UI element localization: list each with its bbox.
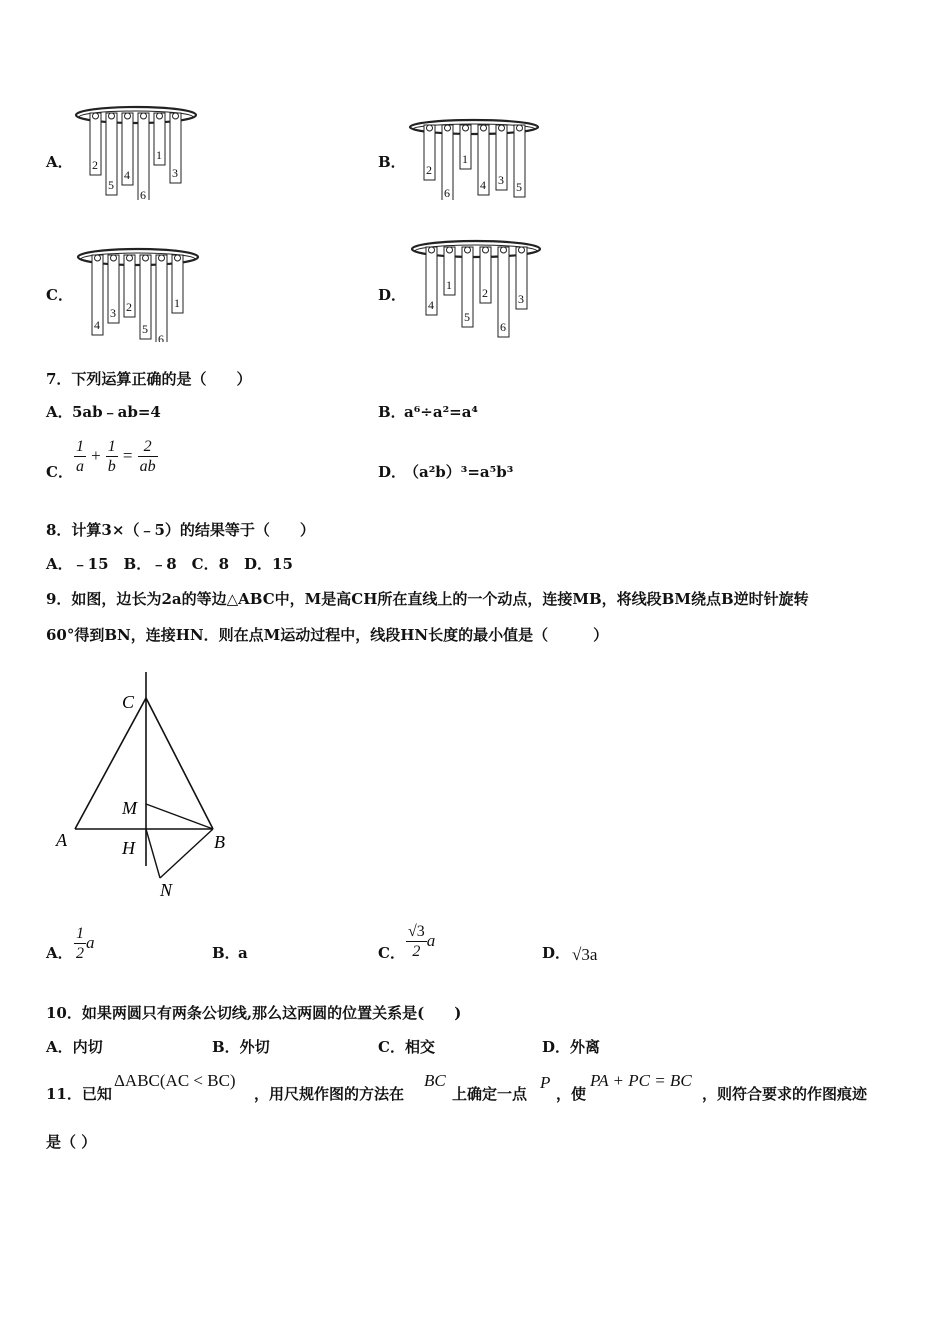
q6-option-b-label: B．	[378, 153, 406, 171]
bracelet-tag	[154, 113, 165, 165]
bracelet-figure-b	[404, 115, 544, 200]
q9-option-b-value: a	[238, 944, 248, 962]
bracelet-tag-number: 4	[480, 178, 486, 192]
bracelet-tag-number: 3	[172, 166, 178, 180]
q7-option-b-label: B．	[378, 403, 406, 421]
q10-option-c: C．相交	[378, 1038, 435, 1056]
segment-hn	[146, 829, 160, 878]
q9-c-var: a	[426, 931, 436, 951]
q9-a-var: a	[86, 933, 95, 953]
bracelet-tag	[124, 255, 135, 317]
bracelet-tag	[426, 247, 437, 315]
bracelet-tag-number: 1	[462, 152, 468, 166]
q7-option-a-label: A．	[46, 403, 73, 421]
q9-triangle-figure	[50, 668, 240, 904]
q6-option-c-label: C．	[46, 286, 73, 304]
q10-stem: 10．如果两圆只有两条公切线,那么这两圆的位置关系是( )	[46, 1004, 462, 1022]
q7-c-f3-num: 2	[138, 437, 158, 457]
bracelet-tag-number: 1	[446, 278, 452, 292]
q7-c-f2-den: b	[107, 458, 116, 476]
bracelet-tag	[122, 113, 133, 185]
label-m: M	[122, 798, 137, 818]
q7-option-c-label: C．	[46, 463, 73, 481]
q9-option-d-label: D．	[542, 944, 571, 962]
bracelet-tag-number: 4	[124, 168, 130, 182]
bracelet-tag	[442, 125, 453, 200]
bracelet-tag	[138, 113, 149, 200]
q7-option-d-text: （a²b）³=a⁵b³	[404, 463, 514, 481]
q9-option-b-label: B．	[212, 944, 240, 962]
bracelet-figure-d	[406, 234, 546, 339]
bracelet-tag-number: 1	[156, 148, 162, 162]
q9-c-num: √3	[406, 922, 427, 942]
q7-c-equals: =	[122, 446, 133, 466]
q9-stem-line1: 9．如图，边长为2a的等边△ABC中，M是高CH所在直线上的一个动点，连接MB，将线段BM绕点B逆时针旋转	[46, 590, 809, 608]
q9-a-den: 2	[76, 945, 84, 963]
bracelet-tag-number: 2	[126, 300, 132, 314]
bracelet-tag-number: 6	[500, 320, 506, 334]
bracelet-figure-a	[72, 100, 202, 200]
q11-part5: ，则符合要求的作图痕迹	[702, 1085, 868, 1103]
bracelet-tag	[498, 247, 509, 337]
bracelet-tag	[156, 255, 167, 342]
q6-option-a-label: A．	[46, 153, 73, 171]
bracelet-tag-number: 2	[426, 163, 432, 177]
q7-c-plus: +	[91, 446, 101, 466]
bracelet-tag-number: 3	[518, 292, 524, 306]
bracelet-tag	[92, 255, 103, 335]
bracelet-tag-number: 4	[428, 298, 434, 312]
bracelet-tag-number: 5	[108, 178, 114, 192]
q7-option-d-label: D．	[378, 463, 407, 481]
label-a: A	[56, 830, 67, 850]
bracelet-tag	[460, 125, 471, 169]
bracelet-tag-number: 2	[92, 158, 98, 172]
q9-option-a-label: A．	[46, 944, 73, 962]
q11-part2: ，用尺规作图的方法在	[254, 1085, 405, 1103]
bracelet-tag-number: 6	[444, 186, 450, 200]
q9-a-num: 1	[74, 924, 86, 944]
q7-option-a-text: 5ab﹣ab=4	[72, 403, 161, 421]
bracelet-tag-number: 3	[110, 306, 116, 320]
q11-math-p: P	[540, 1073, 551, 1092]
bracelet-tag-number: 1	[174, 296, 180, 310]
q7-c-f2-num: 1	[106, 437, 118, 457]
bracelet-tag	[444, 247, 455, 295]
bracelet-tag-number: 5	[516, 180, 522, 194]
bracelet-figure-c	[74, 242, 204, 342]
q8-stem: 8．计算3×（﹣5）的结果等于（ ）	[46, 521, 315, 539]
q9-option-a-value	[74, 924, 95, 963]
bracelet-tag-number: 4	[94, 318, 100, 332]
label-h: H	[122, 838, 135, 858]
q11-math-triangle: ΔABC(AC < BC)	[114, 1071, 236, 1090]
label-c: C	[122, 692, 135, 712]
bracelet-tag	[140, 255, 151, 339]
q11-part1: 11．已知	[46, 1085, 112, 1103]
q9-option-d-value: √3a	[572, 945, 598, 964]
bracelet-tag-number: 2	[482, 286, 488, 300]
bracelet-tag	[480, 247, 491, 303]
q9-option-c-value	[406, 922, 435, 961]
q7-stem: 7．下列运算正确的是（ ）	[46, 370, 252, 388]
q11-math-bc: BC	[424, 1071, 446, 1090]
bracelet-tag	[172, 255, 183, 313]
bracelet-tag	[462, 247, 473, 327]
q11-part3: 上确定一点	[452, 1085, 528, 1103]
bracelet-tag-number: 3	[498, 173, 504, 187]
q11-stem-line2: 是（ ）	[46, 1133, 97, 1151]
q7-c-f1-num: 1	[74, 437, 86, 457]
bracelet-tag-number: 6	[158, 332, 164, 342]
q9-option-c-label: C．	[378, 944, 405, 962]
bracelet-tag	[496, 125, 507, 190]
q7-c-f1-den: a	[76, 458, 84, 476]
bracelet-tag	[90, 113, 101, 175]
bracelet-tag-number: 6	[140, 188, 146, 200]
q10-option-d: D．外离	[542, 1038, 601, 1056]
q7-c-f3-den: ab	[139, 458, 156, 476]
q11-math-equation: PA + PC = BC	[590, 1071, 692, 1090]
bracelet-tag	[108, 255, 119, 323]
bracelet-tag	[516, 247, 527, 309]
side-cb	[146, 698, 213, 829]
bracelet-tag-number: 5	[142, 322, 148, 336]
bracelet-tag	[514, 125, 525, 197]
bracelet-tag	[106, 113, 117, 195]
bracelet-tag	[170, 113, 181, 183]
q10-option-b: B．外切	[212, 1038, 270, 1056]
q7-option-b-text: a⁶÷a²=a⁴	[404, 403, 479, 421]
bracelet-tag	[478, 125, 489, 195]
q7-option-c-expression	[74, 437, 158, 476]
q11-part4: ，使	[556, 1085, 587, 1103]
q9-c-den: 2	[412, 943, 421, 961]
label-b: B	[214, 832, 225, 852]
bracelet-tag-number: 5	[464, 310, 470, 324]
q6-option-d-label: D．	[378, 286, 407, 304]
q10-option-a: A．内切	[46, 1038, 103, 1056]
q8-options: A．﹣15 B．﹣8 C．8 D．15	[46, 555, 293, 573]
bracelet-tag	[424, 125, 435, 180]
segment-bn	[160, 829, 213, 878]
label-n: N	[160, 880, 173, 900]
q9-stem-line2: 60°得到BN，连接HN．则在点M运动过程中，线段HN长度的最小值是（ ）	[46, 626, 609, 644]
